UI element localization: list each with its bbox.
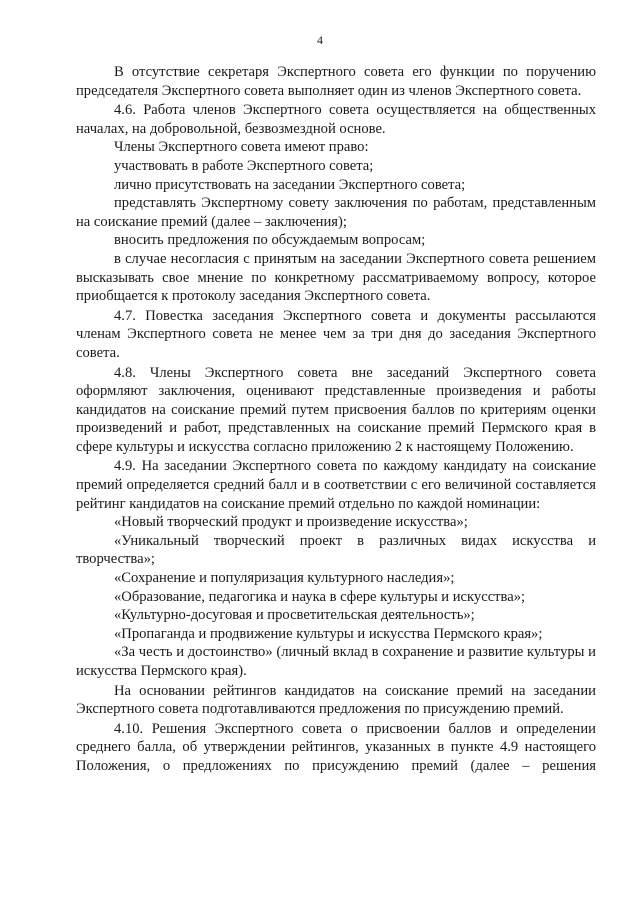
paragraph-4-7: 4.7. Повестка заседания Экспертного совета и документы рассылаются членам Экспертного совета не менее чем за три дня до заседания Экспертного совета.: [76, 307, 596, 361]
paragraph-4-8: 4.8. Члены Экспертного совета вне заседаний Экспертного совета оформляют заключения, оценивают представленные произведения и работы кандидатов на соискание премий путем присвоения баллов по критериям оценки произведений и работ, представленных на соискание премий Пермского края в сфере культуры и искусства согласно приложению 2 к настоящему Положению.: [76, 364, 596, 455]
paragraph-4-6: 4.6. Работа членов Экспертного совета осуществляется на общественных началах, на добровольной, безвозмездной основе.: [76, 102, 596, 137]
list-item-nomination-5: «Культурно-досуговая и просветительская деятельность»;: [114, 607, 475, 624]
list-item-nomination-3: «Сохранение и популяризация культурного наследия»;: [114, 570, 455, 587]
paragraph-ratings-basis: На основании рейтингов кандидатов на соискание премий на заседании Экспертного совета подготавливаются предложения по присуждению премий.: [76, 682, 596, 718]
list-item-right-2: лично присутствовать на заседании Экспертного совета;: [114, 176, 466, 193]
list-item-nomination-2: «Уникальный творческий проект в различных видах искусства и творчества»;: [76, 532, 596, 568]
paragraph-secretary-absence: В отсутствие секретаря Экспертного совета его функции по поручению председателя Экспертного совета выполняет один из членов Экспертного совета.: [76, 64, 596, 99]
list-item-nomination-7: «За честь и достоинство» (личный вклад в сохранение и развитие культуры и искусства Пермского края).: [76, 644, 596, 679]
list-item-nomination-4: «Образование, педагогика и наука в сфере культуры и искусства»;: [114, 588, 526, 605]
list-item-nomination-1: «Новый творческий продукт и произведение искусства»;: [114, 514, 468, 531]
list-item-right-4: вносить предложения по обсуждаемым вопросам;: [114, 232, 426, 249]
paragraph-4-9: 4.9. На заседании Экспертного совета по каждому кандидату на соискание премий определяется средний балл и в соответствии с его величиной составляется рейтинг кандидатов на соискание премий отдельно по каждой номинации:: [76, 458, 596, 512]
paragraph-members-rights: Члены Экспертного совета имеют право:: [114, 139, 369, 156]
list-item-right-3: представлять Экспертному совету заключения по работам, представленным на соискание премий (далее – заключения);: [76, 195, 596, 230]
list-item-right-5: в случае несогласия с принятым на заседании Экспертного совета решением высказывать свое мнение по конкретному рассматриваемому вопросу, которое приобщается к протоколу заседания Экспертного совета.: [76, 250, 596, 305]
paragraph-4-10: 4.10. Решения Экспертного совета о присвоении баллов и определении среднего балла, об утверждении рейтингов, указанных в пункте 4.9 настоящего Положения, о предложениях по присуждению премий (далее – решения: [76, 720, 596, 774]
page-number: 4: [317, 33, 323, 47]
list-item-nomination-6: «Пропаганда и продвижение культуры и искусства Пермского края»;: [114, 625, 543, 642]
list-item-right-1: участвовать в работе Экспертного совета;: [114, 157, 374, 174]
document-body: [76, 63, 596, 776]
